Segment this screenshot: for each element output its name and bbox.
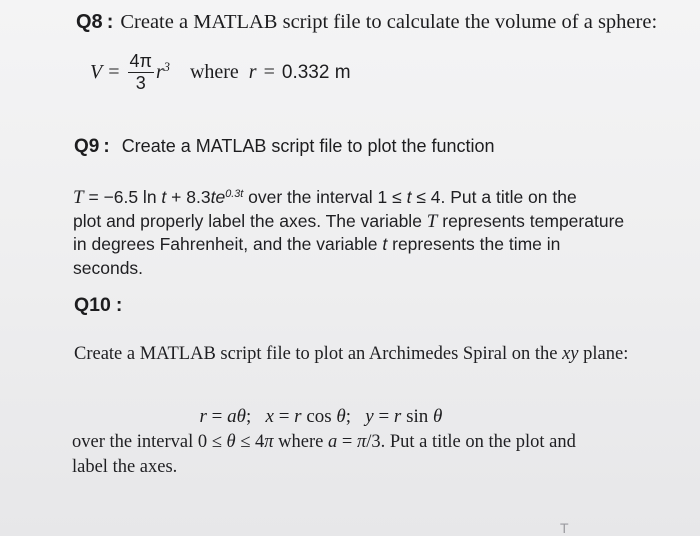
q8-text: Create a MATLAB script file to calculate the volume of a sphere:	[120, 11, 658, 33]
pi-symbol: π	[264, 432, 274, 452]
xy-variable: xy	[562, 344, 579, 364]
radius-variable: $r^3$	[155, 60, 170, 84]
time-variable: t	[210, 187, 216, 207]
q9-text: Create a MATLAB script file to plot the function	[121, 136, 495, 156]
time-variable: t	[382, 234, 388, 254]
q10-paragraph	[72, 430, 576, 480]
q10-equation	[190, 384, 442, 428]
theta-symbol: θ	[336, 406, 346, 427]
separator: ;	[345, 406, 366, 427]
r-equals: =	[263, 61, 275, 84]
fraction-four-pi-over-three	[128, 52, 154, 93]
q10-text	[74, 342, 628, 367]
q9-line-1	[73, 186, 624, 210]
temperature-variable: T	[73, 187, 84, 208]
separator: ;	[245, 406, 266, 427]
interval-upper: ≤ 4	[235, 432, 265, 452]
corner-mark: T	[560, 520, 569, 536]
interval-text: over the interval 0 ≤	[72, 432, 227, 452]
q10-colon: :	[115, 294, 123, 316]
q8-formula	[90, 52, 351, 93]
q10-heading	[74, 294, 122, 317]
equals-sign: =	[108, 61, 120, 84]
line3-end: represents the time in	[387, 234, 561, 254]
theta-symbol: θ	[433, 406, 443, 427]
q10-text-b: plane:	[578, 344, 629, 364]
where-text: where	[273, 432, 328, 452]
temperature-variable: T	[426, 210, 438, 232]
q9-paragraph	[73, 186, 624, 280]
q9-colon: :	[103, 136, 110, 157]
q8-colon: :	[106, 11, 114, 33]
equals: =	[373, 406, 394, 427]
q8-heading	[76, 11, 657, 34]
euler-e: e	[215, 187, 226, 207]
interval-end: ≤ 4. Put a title on the	[411, 187, 577, 207]
equals: =	[273, 406, 295, 427]
q10-line-1	[72, 430, 576, 455]
line4-text: seconds.	[73, 257, 144, 278]
r-variable: r	[393, 406, 402, 427]
fraction-denominator: 3	[128, 72, 154, 94]
r-variable: r	[199, 406, 207, 427]
q10-text-a: Create a MATLAB script file to plot an Archimedes Spiral on the	[74, 344, 563, 364]
line2-text: plot and properly label the axes. The variable	[73, 210, 427, 231]
volume-symbol: V	[90, 61, 103, 84]
line1-end: /3. Put a title on the plot and	[366, 432, 576, 452]
r-variable: r	[294, 406, 302, 427]
q9-heading	[74, 136, 495, 158]
interval-text: over the interval 1 ≤	[243, 187, 407, 207]
q9-line-2	[73, 210, 624, 234]
fraction-numerator: 4π	[129, 51, 152, 71]
q9-label: Q9	[74, 136, 100, 157]
q10-label: Q10	[74, 294, 111, 316]
line3-text: in degrees Fahrenheit, and the variable	[73, 234, 383, 254]
q9-line-4	[73, 257, 624, 281]
theta-symbol: θ	[236, 406, 246, 427]
q9-line-3	[73, 233, 624, 257]
cos-function: cos	[301, 406, 337, 427]
line2-end: represents temperature	[437, 210, 625, 231]
a-variable: a	[328, 432, 338, 452]
equals: =	[337, 432, 357, 452]
formula-part-a: = −6.5 ln	[83, 187, 162, 207]
time-variable: t	[406, 187, 412, 207]
r-value: 0.332 m	[281, 61, 351, 83]
q8-label: Q8	[76, 11, 103, 33]
pi-symbol: π	[356, 432, 367, 452]
time-variable: t	[161, 187, 167, 207]
formula-part-b: + 8.3	[166, 187, 211, 207]
r-variable: r	[248, 61, 257, 84]
y-variable: y	[365, 406, 374, 427]
cube-exponent: 3	[163, 60, 170, 75]
where-text: where	[189, 61, 239, 84]
theta-symbol: θ	[226, 432, 236, 452]
sin-function: sin	[401, 406, 434, 427]
x-variable: x	[265, 406, 274, 427]
equals: =	[206, 406, 228, 427]
exponent: 0.3t	[225, 188, 244, 201]
q10-line-2	[72, 455, 576, 480]
line2-text: label the axes.	[72, 457, 178, 477]
a-variable: a	[227, 406, 237, 427]
